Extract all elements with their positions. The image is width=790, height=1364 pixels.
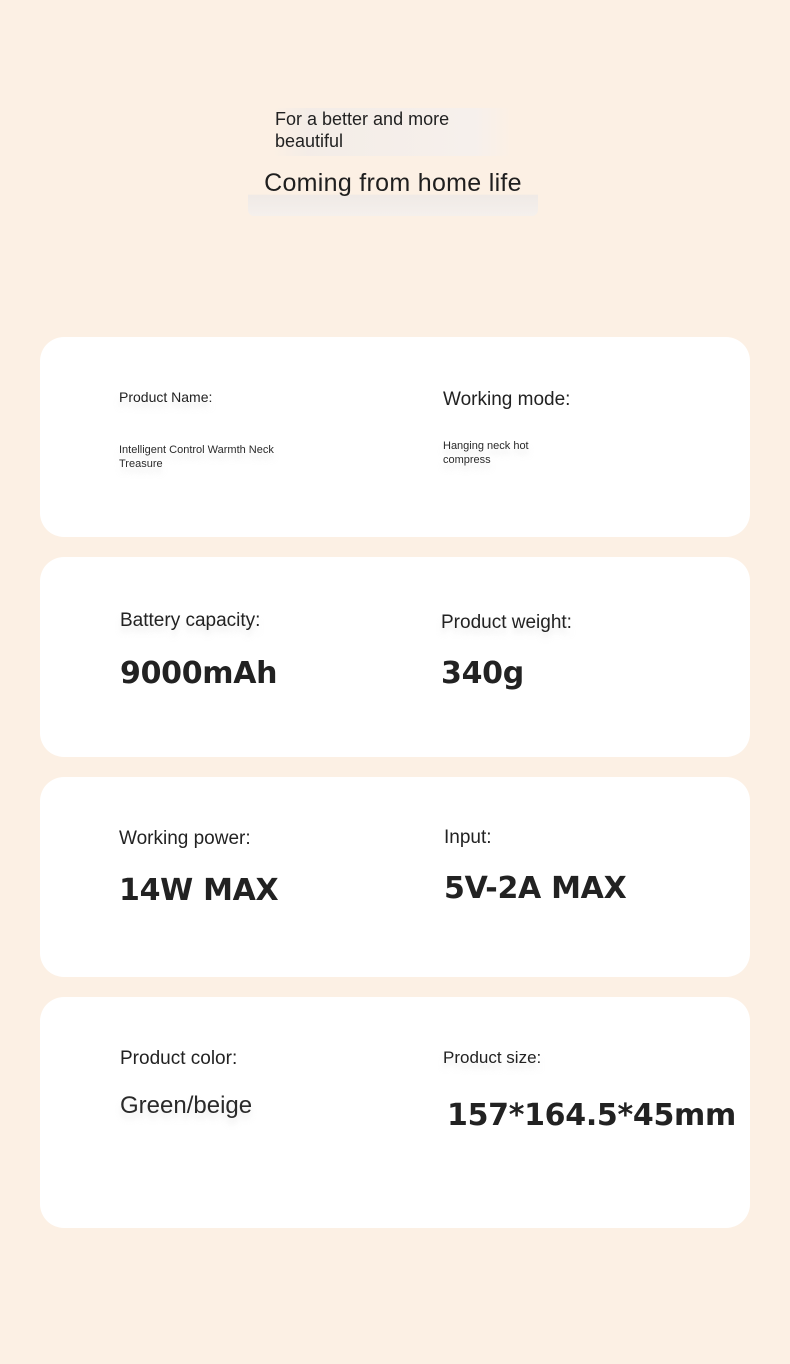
battery-capacity-value: 9000mAh (120, 656, 278, 691)
input-field (444, 827, 724, 906)
working-mode-field (443, 389, 703, 467)
working-mode-value: Hanging neck hot compress (443, 440, 529, 466)
product-name-label: Product Name: (119, 389, 213, 405)
working-power-value: 14W MAX (119, 873, 279, 908)
product-size-value: 157*164.5*45mm (447, 1098, 736, 1133)
product-size-field (443, 1048, 743, 1133)
input-label: Input: (444, 827, 492, 848)
product-weight-value: 340g (441, 656, 524, 691)
spec-card-color-size (40, 997, 750, 1228)
product-weight-field (441, 612, 721, 691)
input-value: 5V-2A MAX (444, 871, 627, 906)
working-power-field (119, 828, 399, 908)
product-name-value: Intelligent Control Warmth Neck Treasure (119, 444, 274, 470)
spec-card-battery-weight (40, 557, 750, 757)
product-color-value: Green/beige (120, 1092, 253, 1119)
product-size-label: Product size: (443, 1048, 542, 1067)
header-title: Coming from home life (248, 168, 538, 216)
product-color-label: Product color: (120, 1048, 238, 1069)
spec-card-power-input (40, 777, 750, 977)
working-power-label: Working power: (119, 828, 251, 849)
battery-capacity-field (120, 610, 400, 691)
product-color-field (120, 1048, 400, 1120)
battery-capacity-label: Battery capacity: (120, 610, 261, 631)
spec-card-name-mode (40, 337, 750, 537)
product-weight-label: Product weight: (441, 612, 572, 633)
header-subtitle: For a better and more beautiful (272, 108, 512, 156)
product-name-field (119, 389, 349, 471)
working-mode-label: Working mode: (443, 389, 571, 410)
